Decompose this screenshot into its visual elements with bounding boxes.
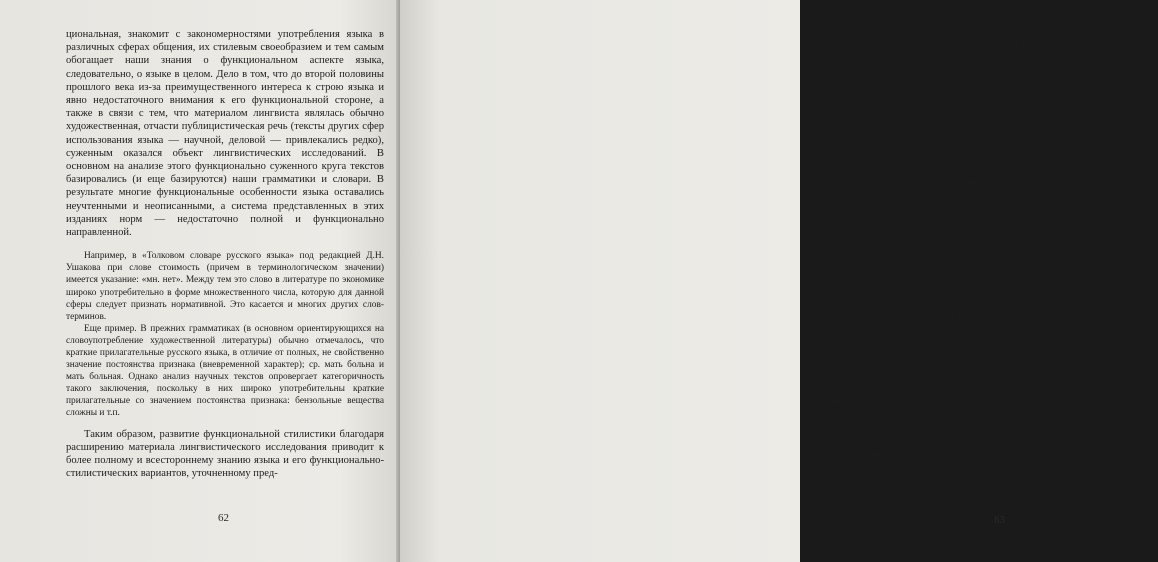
paragraph: ставлению о стилевой норме. Язык уже представляется не монолитом, более или менее одинаково репрезентируемый своим основным нейтральным фондом в различных сферах общения. Последние заметно различаются в этом плане: они избирательно относятся к общеязыковому потенциалу, отбирая из него лишь коммуникативно целесообразное для той или иной сферы, нередко семантически трансформируя его и «изобретая» новое, исходя из задач общения.: [818, 25, 1158, 116]
paragraph: Таким образом, развитие функциональной стилистики благодаря расширению материала лингвистического исследования приводит к более полному и всестороннему знанию языка и его функционально-стилистических вариантов, уточненному пред-: [66, 428, 384, 480]
paragraph: Значение стилистики обнаруживается и в углубленном специальном изучении проблем взаимодействия лингвистического и экстралингвистического, в том числе, например, проблемы связи языка/речи и мышления, влияния на речь и ее типологию различных социальных факторов. Заметим, что с применением стилистических методов удается довольно убедительно доказать влияние тех или иных конкретных экстралингвистических факторов на стиль речи, и при этом на определенные его черты. А с развитием диахронического аспекта функционально-стилистических исследований в сочетании с использованием данных и методов гносеологии, психологии, социологии, науковедения и т.п. создается возможность не абстрактно в общетеоретическом плане, а конкретно изучать проблемы взаимодействия языка/речи и мышления, различных «типов рациональности» (или стилей мышления) в истории развития общества. Кроме того, глубже понять и описать, например, законы построения, развертывания и интерпретации смысловой структуры научного текста.: [818, 125, 1158, 335]
page-number: 63: [994, 514, 1005, 526]
paragraph: Следует отметить, что с развитием функциональной стилистики все более укрепляется статус ее как теоретической дисциплины.: [818, 336, 1158, 361]
paragraph: Еще пример. В прежних грамматиках (в основном ориентирующихся на словоупотребление художественной литературы) обычно отмечалось, что краткие прилагательные русского языка, в отличие от полных, не свойственно значение постоянства признака (вневременной характер); ср. мать больна и мать больная. Однако анализ научных текстов опровергает категоричность такого заключения, поскольку в них широко употребительны краткие прилагательные со значением постоянства признака: бензольные вещества сложны и т.п.: [66, 323, 384, 419]
left-page: [0, 0, 400, 562]
section-paragraph: § 22. Помимо значения стилистики собственно для теории языка, ценность ее еще и в том, что она закладывает теоретические основы ряда прикладных дисциплин — культуры речи, практической стилистики, методов редактирования, школьной методики преподавания русского языка (проблемы развития речи), методики преподавания русского языка как иностранно-: [818, 383, 1158, 461]
right-page: [400, 0, 1158, 562]
paragraph: циональная, знакомит с закономерностями употребления языка в различных сферах общения, их стилевым своеобразием и тем самым обогащает наши знания о функциональном аспекте языка, следовательно, о языке в целом. Дело в том, что до второй половины прошлого века из-за преимущественного интереса к строю языка и явно недостаточного внимания к его функциональной стороне, а также в связи с тем, что материалом лингвиста являлась обычно художественная, отчасти публицистическая речь (тексты других сфер использования языка — научной, деловой — привлекались редко), суженным оказался объект лингвистических исследований. В основном на анализе этого функционально суженного круга текстов базировались (и еще базируются) наши грамматики и словари. В результате многие функциональные особенности языка оставались неучтенными и неописанными, а система представленных в этих изданиях норм — недостаточно полной и функционально направленной.: [66, 29, 384, 239]
right-page-body: [818, 24, 1158, 461]
left-page-body: [66, 28, 384, 480]
paragraph: Например, в «Толковом словаре русского языка» под редакцией Д.Н. Ушакова при слове стоимость (причем в терминологическом значении) имеется указание: «мн. нет». Между тем это слово в литературе по экономике широко употребительно в форме множественного числа, которую для данной сферы следует признать нормативной. Это касается и многих других слов-терминов.: [66, 251, 384, 322]
page-number: 62: [218, 512, 229, 524]
